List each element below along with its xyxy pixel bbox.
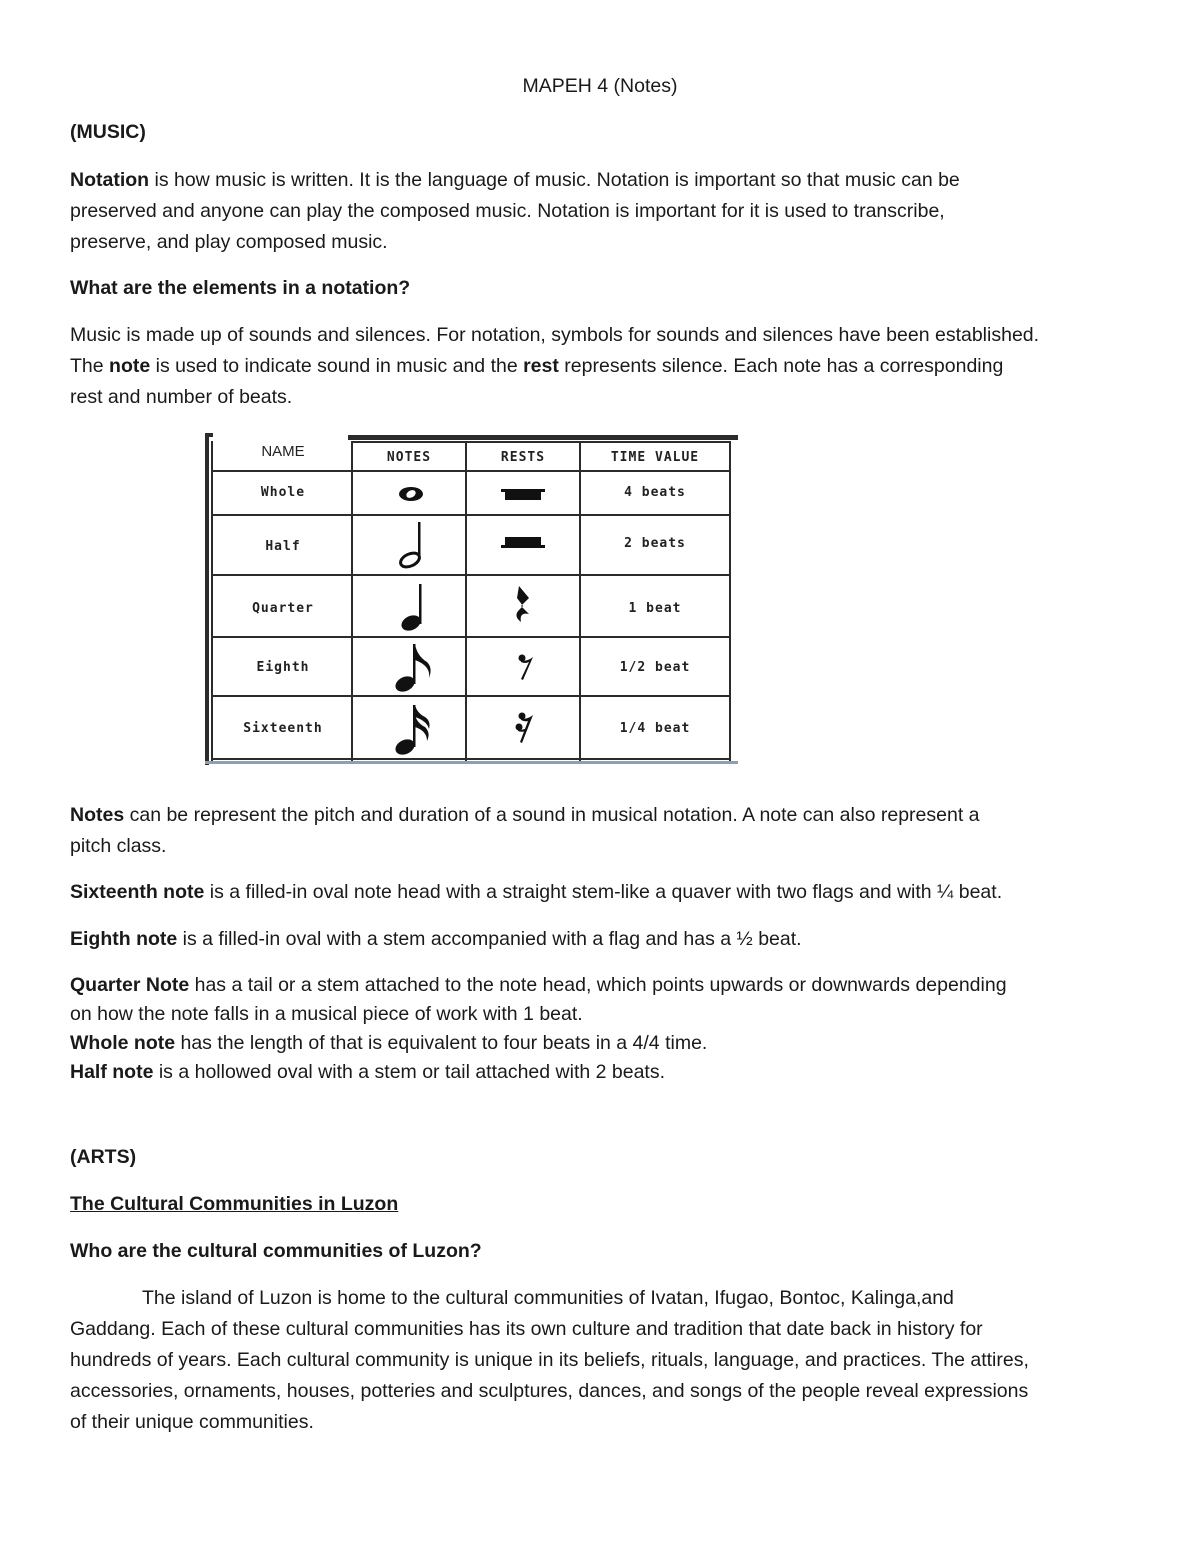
eighth-note-icon [353, 638, 465, 695]
notes-line-2: pitch class. [70, 835, 167, 857]
whole-rest-icon [467, 472, 579, 514]
notes-term: Notes [70, 804, 125, 826]
notation-text: is how music is written. It is the language of music. Notation is important so that music can be [149, 169, 960, 191]
row-value-half: 2 beats [624, 536, 686, 551]
quarter-term: Quarter Note [70, 974, 190, 996]
whole-note-icon [353, 472, 465, 514]
sixteenth-definition [70, 880, 1002, 904]
row-value-quarter: 1 beat [628, 601, 682, 616]
header-time-value: TIME VALUE [610, 450, 700, 465]
row-name-sixteenth: Sixteenth [243, 721, 323, 736]
header-name: NAME [261, 443, 305, 460]
row-value-whole: 4 beats [624, 485, 686, 500]
arts-paragraph-line-2: Gaddang. Each of these cultural communities has its own culture and tradition that date back in history for [70, 1318, 983, 1340]
arts-paragraph-line-3: hundreds of years. Each cultural community is unique in its beliefs, rituals, language, and practices. The attires, [70, 1349, 1029, 1371]
elements-line-1: Music is made up of sounds and silences. For notation, symbols for sounds and silences have been established. [70, 324, 1040, 346]
notation-paragraph-line-3: preserve, and play composed music. [70, 231, 388, 253]
note-term: note [109, 355, 151, 377]
elements-line-3: rest and number of beats. [70, 386, 293, 408]
notation-table [205, 433, 738, 765]
half-rest-icon [467, 516, 579, 574]
page-title: MAPEH 4 (Notes) [522, 75, 678, 97]
notation-term: Notation [70, 169, 150, 191]
quarter-definition [70, 973, 1007, 997]
text-span: has the length of that is equivalent to four beats in a 4/4 time. [175, 1032, 708, 1054]
rest-term: rest [523, 355, 559, 377]
row-value-eighth: 1/2 beat [619, 660, 691, 675]
notation-paragraph-line-1 [70, 168, 960, 192]
text-span: can be represent the pitch and duration of a sound in musical notation. A note can also represent a [124, 804, 980, 826]
elements-question: What are the elements in a notation? [70, 277, 411, 299]
arts-paragraph-line-1: The island of Luzon is home to the cultural communities of Ivatan, Ifugao, Bontoc, Kalinga,and [142, 1287, 954, 1309]
whole-term: Whole note [70, 1032, 176, 1054]
sixteenth-term: Sixteenth note [70, 881, 205, 903]
row-name-half: Half [265, 539, 301, 554]
row-value-sixteenth: 1/4 beat [619, 721, 691, 736]
sixteenth-rest-icon [467, 697, 579, 758]
text-span: is a filled-in oval note head with a straight stem-like a quaver with two flags and with ¼ beat. [204, 881, 1003, 903]
text-span: represents silence. Each note has a corresponding [558, 355, 1004, 377]
whole-definition [70, 1031, 707, 1055]
arts-question: Who are the cultural communities of Luzon? [70, 1240, 482, 1262]
quarter-rest-icon [467, 576, 579, 636]
music-heading: (MUSIC) [70, 121, 146, 143]
quarter-note-icon [353, 576, 465, 636]
text-span: is a hollowed oval with a stem or tail attached with 2 beats. [153, 1061, 666, 1083]
text-span: is a filled-in oval with a stem accompanied with a flag and has a ½ beat. [177, 928, 802, 950]
text-span: The [70, 355, 110, 377]
notation-paragraph-line-2: preserved and anyone can play the composed music. Notation is important for it is used to transcribe, [70, 200, 945, 222]
row-name-whole: Whole [260, 485, 306, 500]
arts-paragraph-line-5: of their unique communities. [70, 1411, 314, 1433]
header-rests: RESTS [500, 450, 546, 465]
row-name-quarter: Quarter [252, 601, 314, 616]
sixteenth-note-icon [353, 697, 465, 758]
arts-heading: (ARTS) [70, 1146, 137, 1168]
half-definition [70, 1060, 665, 1084]
notes-line-1 [70, 803, 980, 827]
arts-paragraph-line-4: accessories, ornaments, houses, potteries and sculptures, dances, and songs of the people reveal expressions [70, 1380, 1029, 1402]
half-note-icon [353, 516, 465, 574]
eighth-term: Eighth note [70, 928, 178, 950]
text-span: is used to indicate sound in music and the [150, 355, 524, 377]
eighth-definition [70, 927, 802, 951]
quarter-definition-line-2: on how the note falls in a musical piece of work with 1 beat. [70, 1003, 583, 1025]
elements-line-2 [70, 354, 1003, 378]
header-notes: NOTES [386, 450, 432, 465]
arts-subheading: The Cultural Communities in Luzon [70, 1193, 399, 1215]
row-name-eighth: Eighth [256, 660, 310, 675]
half-term: Half note [70, 1061, 154, 1083]
eighth-rest-icon [467, 638, 579, 695]
text-span: has a tail or a stem attached to the note head, which points upwards or downwards depending [189, 974, 1007, 996]
